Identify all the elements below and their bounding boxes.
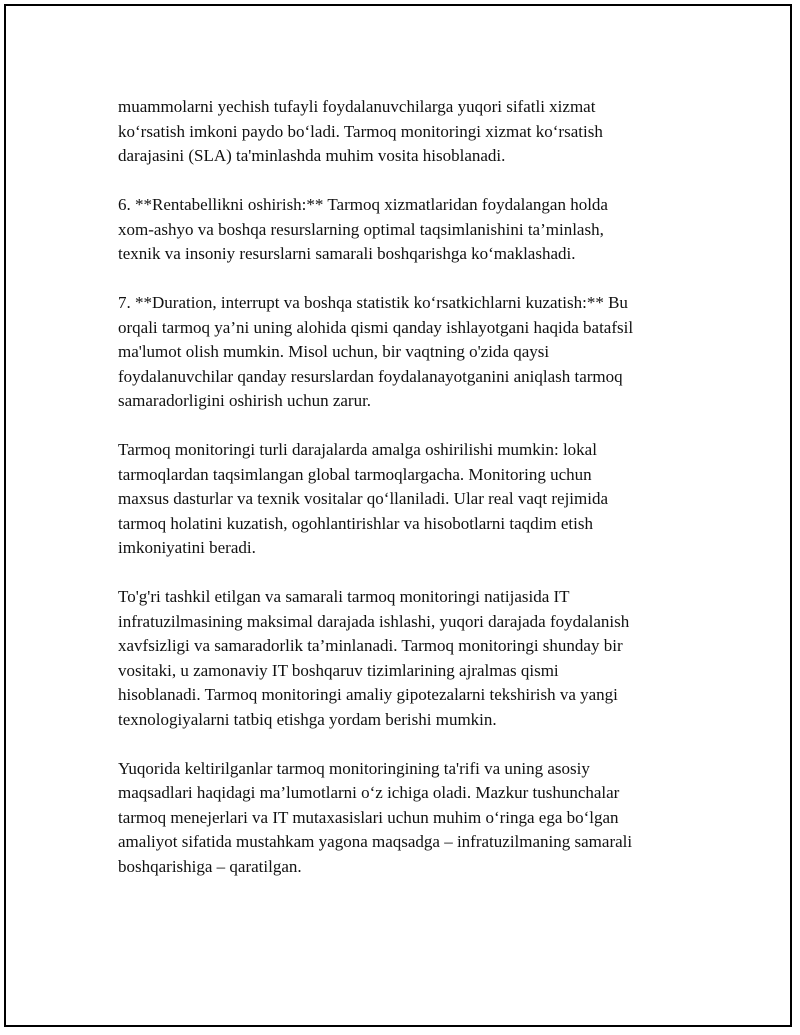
text-line: tarmoq holatini kuzatish, ogohlantirishlar va hisobotlarni taqdim etish: [118, 513, 593, 533]
text-line: ma'lumot olish mumkin. Misol uchun, bir vaqtning o'zida qaysi: [118, 342, 550, 361]
text-line: samaradorligini oshirish uchun zarur.: [118, 391, 372, 410]
text-line: 7. **Duration, interrupt va boshqa statistik ko‘rsatkichlarni kuzatish:** Bu: [118, 293, 628, 312]
text-line: xavfsizligi va samaradorlik ta’minlanadi. Tarmoq monitoringi shunday bir: [118, 636, 623, 655]
text-line: amaliyot sifatida mustahkam yagona maqsadga – infratuzilmaning samarali: [118, 832, 633, 851]
text-line: hisoblanadi. Tarmoq monitoringi amaliy gipotezalarni tekshirish va yangi: [118, 685, 618, 704]
paragraph-sla: [118, 95, 688, 169]
text-line: imkoniyatini beradi.: [118, 538, 256, 557]
text-line: texnologiyalarni tatbiq etishga yordam berishi mumkin.: [118, 709, 497, 729]
paragraph-duration: [118, 291, 688, 414]
document-body: [118, 95, 688, 904]
text-line: texnik va insoniy resurslarni samarali boshqarishga ko‘maklashadi.: [118, 244, 576, 263]
text-line: boshqarishiga – qaratilgan.: [118, 856, 302, 876]
paragraph-xulosa: [118, 757, 688, 880]
text-line: tarmoq menejerlari va IT mutaxasislari uchun muhim o‘ringa ega bo‘lgan: [118, 807, 619, 827]
text-line: darajasini (SLA) ta'minlashda muhim vosita hisoblanadi.: [118, 146, 506, 165]
text-line: foydalanuvchilar qanday resurslardan foydalanayotganini aniqlash tarmoq: [118, 366, 623, 386]
text-line: tarmoqlardan taqsimlangan global tarmoqlargacha. Monitoring uchun: [118, 464, 592, 484]
text-line: orqali tarmoq ya’ni uning alohida qismi qanday ishlayotgani haqida batafsil: [118, 317, 634, 337]
paragraph-rentabellik: [118, 193, 688, 267]
paragraph-darajalar: [118, 438, 688, 561]
text-line: 6. **Rentabellikni oshirish:** Tarmoq xizmatlaridan foydalangan holda: [118, 195, 608, 214]
text-line: To'g'ri tashkil etilgan va samarali tarmoq monitoringi natijasida IT: [118, 587, 570, 606]
text-line: ko‘rsatish imkoni paydo bo‘ladi. Tarmoq monitoringi xizmat ko‘rsatish: [118, 121, 603, 141]
text-line: muammolarni yechish tufayli foydalanuvchilarga yuqori sifatli xizmat: [118, 97, 596, 116]
text-line: maqsadlari haqidagi ma’lumotlarni o‘z ichiga oladi. Mazkur tushunchalar: [118, 783, 620, 802]
paragraph-natija: [118, 585, 688, 732]
text-line: maxsus dasturlar va texnik vositalar qo‘llaniladi. Ular real vaqt rejimida: [118, 489, 609, 508]
text-line: vositaki, u zamonaviy IT boshqaruv tizimlarining ajralmas qismi: [118, 660, 559, 680]
text-line: Yuqorida keltirilganlar tarmoq monitoringining ta'rifi va uning asosiy: [118, 758, 590, 778]
text-line: Tarmoq monitoringi turli darajalarda amalga oshirilishi mumkin: lokal: [118, 440, 597, 459]
text-line: infratuzilmasining maksimal darajada ishlashi, yuqori darajada foydalanish: [118, 611, 630, 631]
text-line: xom-ashyo va boshqa resurslarning optimal taqsimlanishini ta’minlash,: [118, 219, 604, 239]
